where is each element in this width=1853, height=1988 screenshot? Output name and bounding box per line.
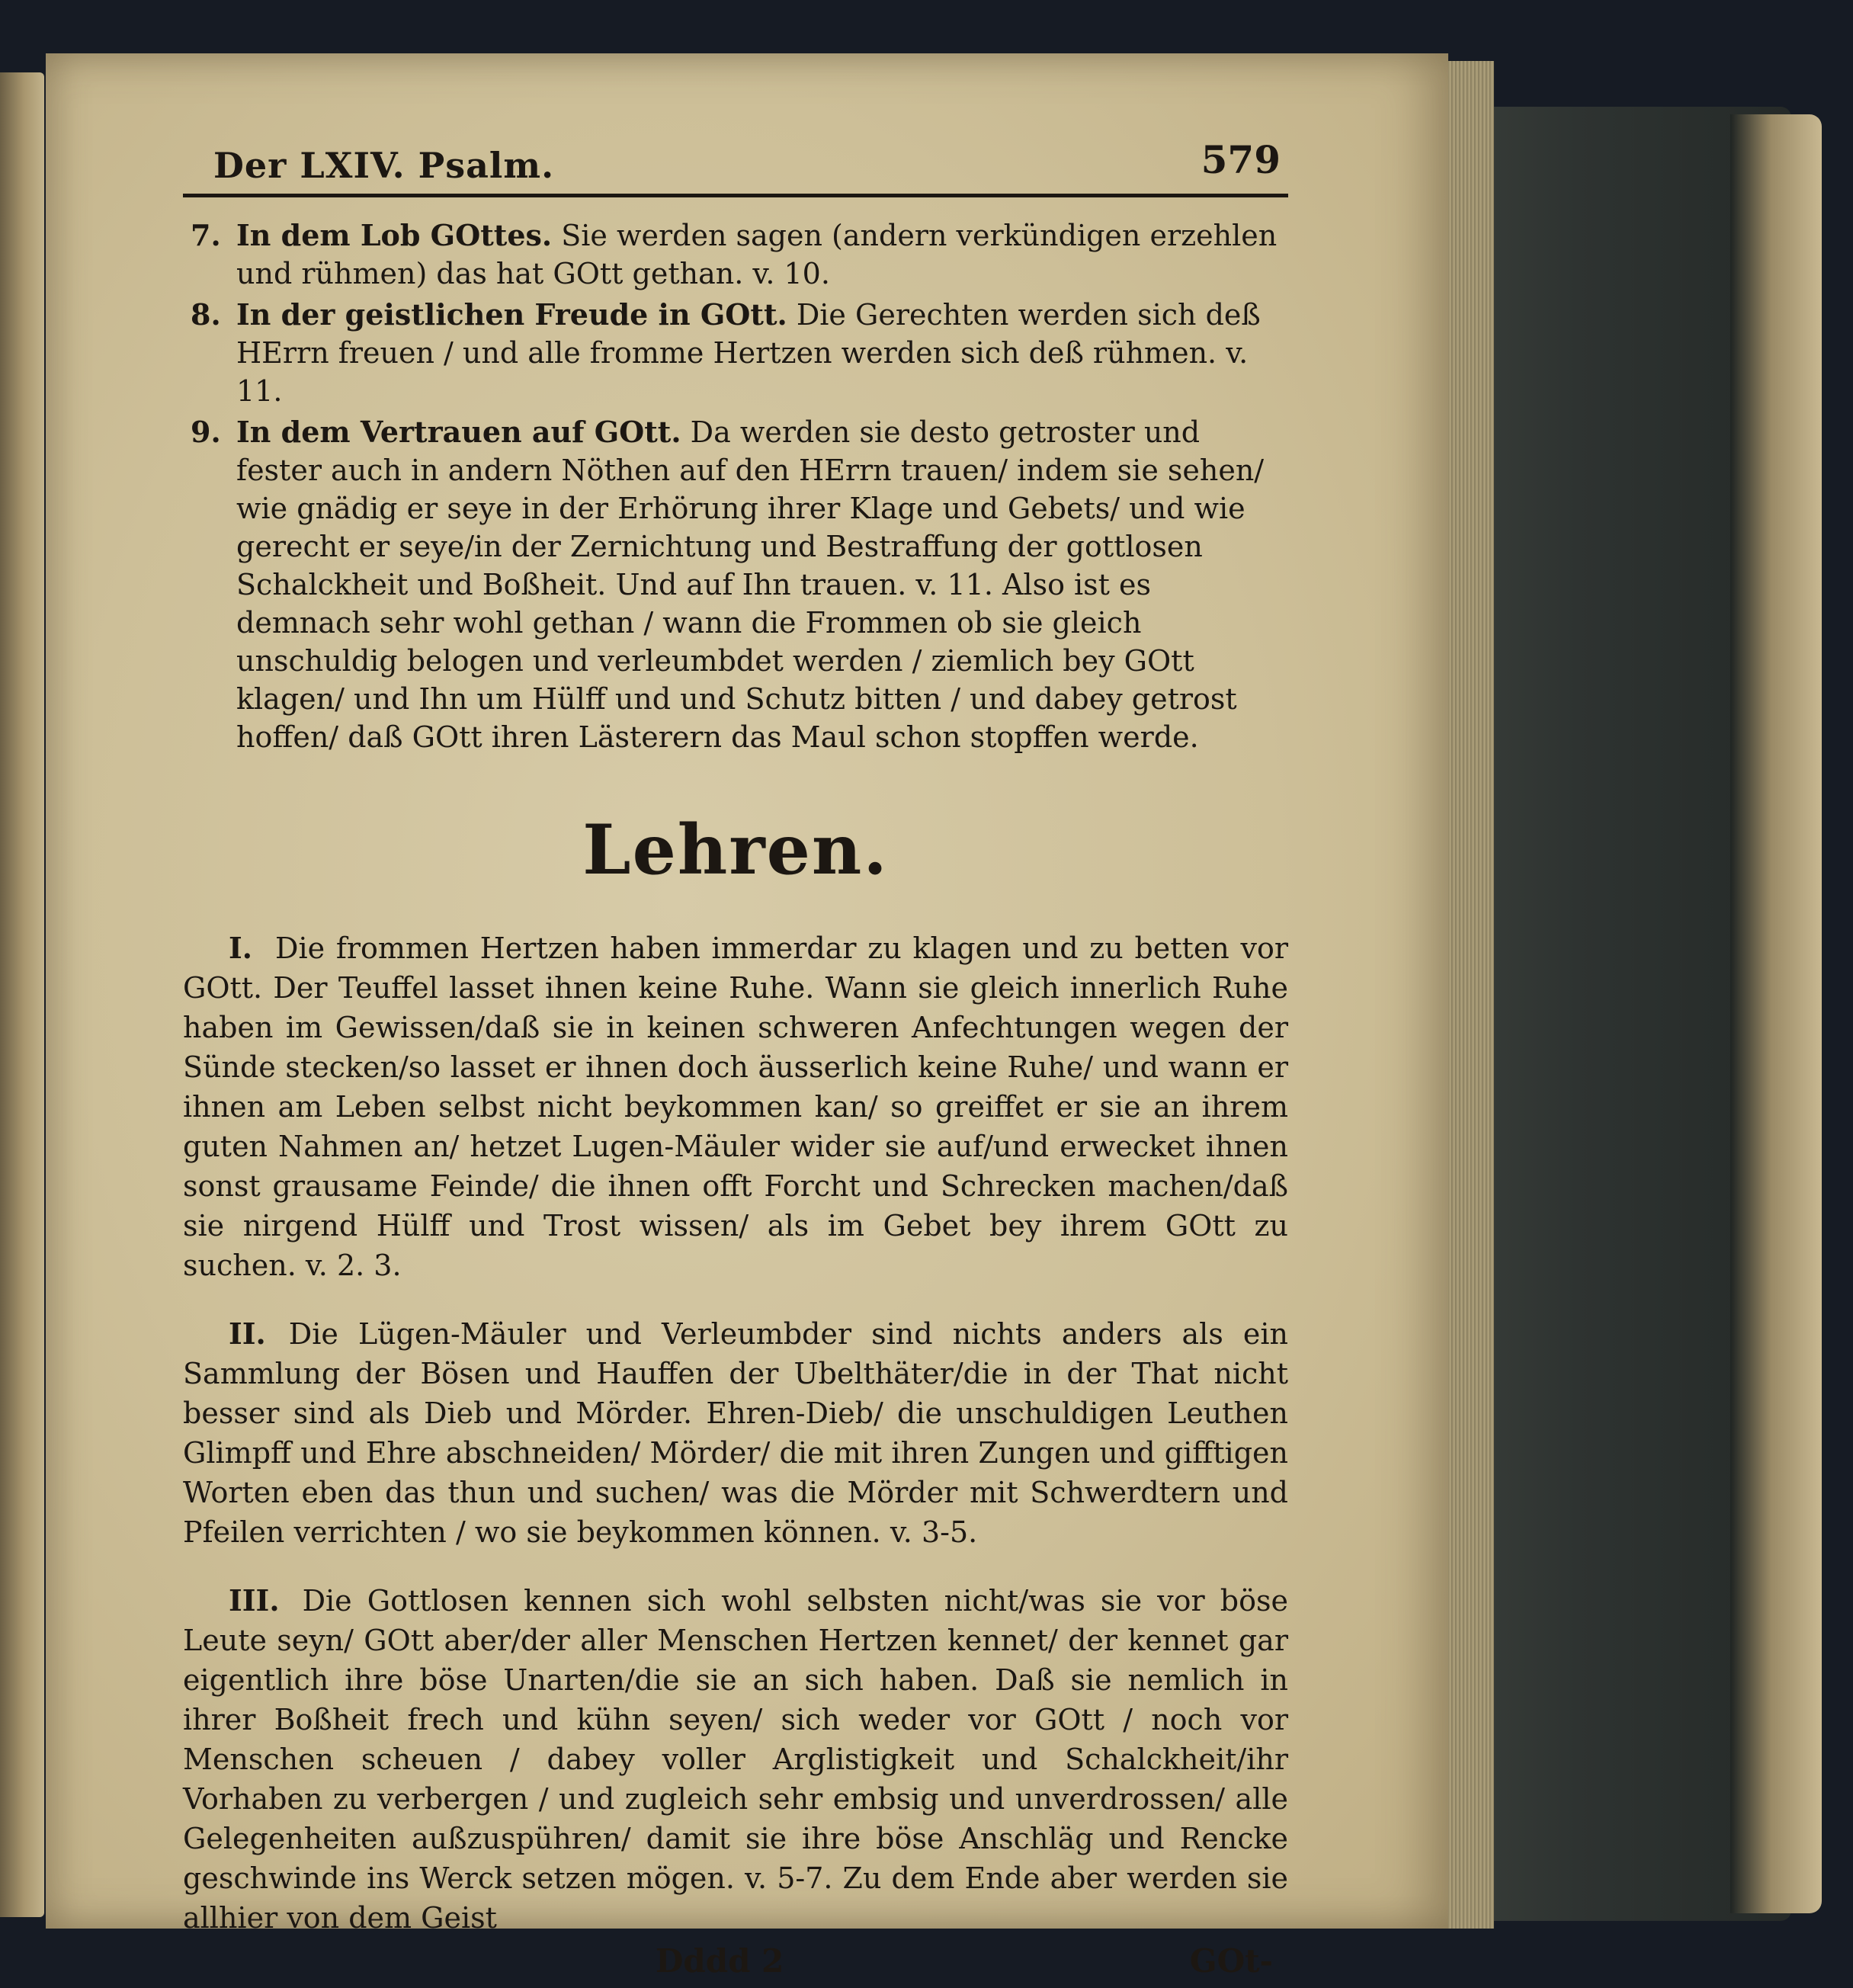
book-page [46,53,1448,1980]
teaching-number: III. [229,1583,280,1618]
teaching-number: II. [229,1316,266,1351]
teaching-paragraph [183,928,1288,1285]
teaching-paragraph [183,1314,1288,1552]
running-head: Der LXIV. Psalm. [213,145,555,186]
item-heading: In dem Vertrauen auf GOtt. [236,415,681,449]
teaching-number: I. [229,931,253,965]
cover-edge [1730,114,1822,1913]
signature-mark: Dddd 2 [656,1942,784,1980]
teaching-text: Die Gottlosen kennen sich wohl selbsten nicht/was sie vor böse Leute seyn/ GOtt aber/der aller Menschen Hertzen kennet/ der kennet gar eigentlich ihre böse Unarten/die sie an sich haben. Daß sie nemlich in ihrer Boßheit frech und kühn seyen/ sich weder vor GOtt / noch vor Menschen scheuen / dabey voller Arglistigkeit und Schalckheit/ihr Vorhaben zu verbergen / und zugleich sehr embsig und unverdrossen/ alle Gelegenheiten außzuspühren/ damit sie ihre böse Anschläg und Rencke geschwinde ins Werck setzen mögen. v. 5-7. Zu dem Ende aber werden sie allhier von dem Geist [183,1584,1288,1935]
teaching-text: Die Lügen-Mäuler und Verleumbder sind nichts anders als ein Sammlung der Bösen und Hauffen der Ubelthäter/die in der That nicht besser sind als Dieb und Mörder. Ehren-Dieb/ die unschuldigen Leuthen Glimpff und Ehre abschneiden/ Mörder/ die mit ihren Zungen und gifftigen Worten eben das thun und suchen/ was die Mörder mit Schwerdtern und Pfeilen verrichten / wo sie beykommen können. v. 3-5. [183,1317,1288,1549]
item-number: 8. [191,297,221,332]
item-number: 9. [191,415,221,449]
page-header [183,137,1288,206]
teaching-paragraph [183,1581,1288,1938]
list-item [183,413,1288,756]
section-title: Lehren. [582,810,889,890]
catchword: GOt- [1189,1942,1273,1980]
item-number: 7. [191,218,221,252]
list-item [183,216,1288,293]
enumerated-items [183,216,1288,756]
item-text: Sie werden sagen (andern verkündigen erzehlen und rühmen) das hat GOtt gethan. v. 10. [236,219,1278,290]
item-heading: In der geistlichen Freude in GOtt. [236,297,787,332]
list-item [183,296,1288,410]
item-heading: In dem Lob GOttes. [236,218,553,252]
teachings [183,928,1288,1938]
item-text: Da werden sie desto getroster und fester auch in andern Nöthen auf den HErrn trauen/ indem sie sehen/ wie gnädig er seye in der Erhörung ihrer Klage und Gebets/ und wie gerecht er seye/in der Zernichtung und Bestraffung der gottlosen Schalckheit und Boßheit. Und auf Ihn trauen. v. 11. Also ist es demnach sehr wohl gethan / wann die Frommen ob sie gleich unschuldig belogen und verleumbdet werden / ziemlich bey GOtt klagen/ und Ihn um Hülff und und Schutz bitten / und dabey getrost hoffen/ daß GOtt ihren Lästerern das Maul schon stopffen werde. [236,415,1265,754]
page-footer [183,1942,1288,1988]
facing-page-edge [0,72,44,1917]
item-text: Die Gerechten werden sich deß HErrn freuen / und alle fromme Hertzen werden sich deß rühmen. v. 11. [236,298,1261,408]
page-content [183,137,1288,1988]
header-rule [183,194,1288,197]
teaching-text: Die frommen Hertzen haben immerdar zu klagen und zu betten vor GOtt. Der Teuffel lasset ihnen keine Ruhe. Wann sie gleich innerlich Ruhe haben im Gewissen/daß sie in keinen schweren Anfechtungen wegen der Sünde stecken/so lasset er ihnen doch äusserlich keine Ruhe/ und wann er ihnen am Leben selbst nicht beykommen kan/ so greiffet er sie an ihrem guten Nahmen an/ hetzet Lugen-Mäuler wider sie auf/und erwecket ihnen sonst grausame Feinde/ die ihnen offt Forcht und Schrecken machen/daß sie nirgend Hülff und Trost wissen/ als im Gebet bey ihrem GOtt zu suchen. v. 2. 3. [183,931,1288,1282]
page-number: 579 [1201,137,1281,182]
